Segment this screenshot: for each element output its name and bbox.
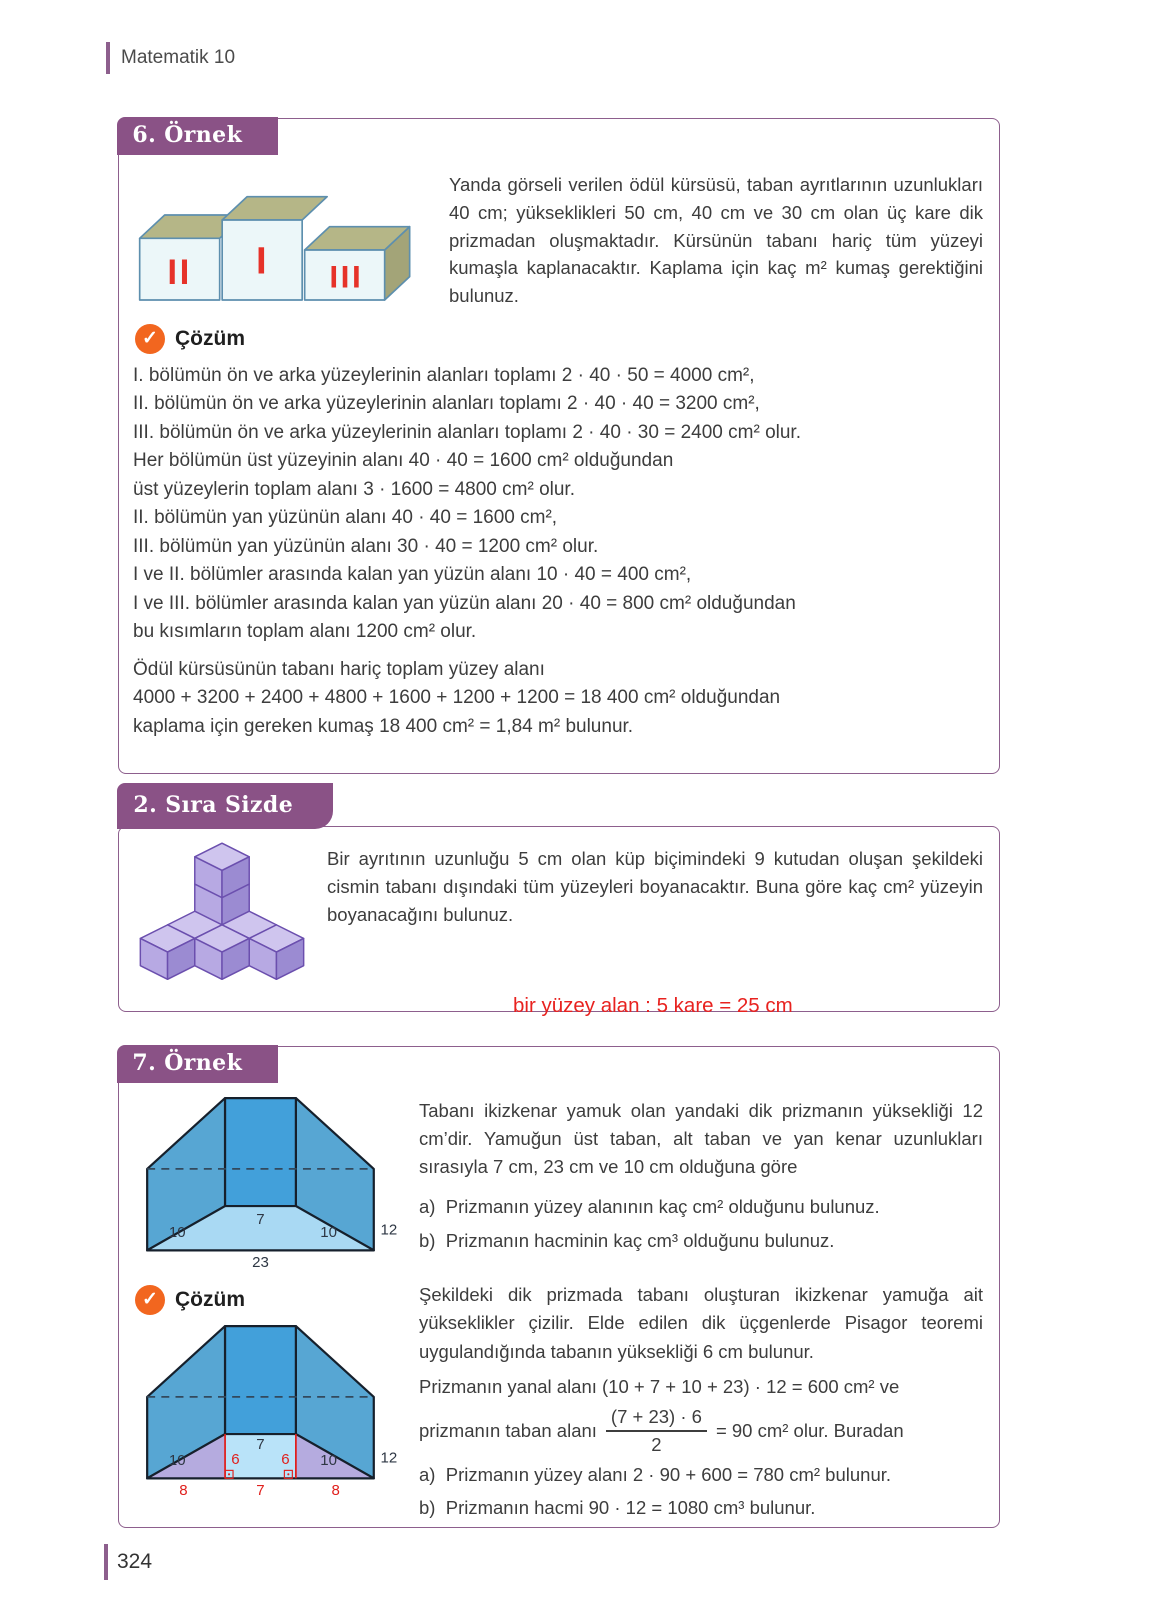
podium-numeral-3: III [329, 258, 364, 295]
header-accent-bar [106, 42, 110, 74]
base-area-suffix: = 90 cm² olur. Buradan [715, 1420, 904, 1442]
sira-sizde-problem: Bir ayrıtının uzunluğu 5 cm olan küp biçimindeki 9 kutudan oluşan şekildeki cismin tabanı dışındaki tüm yüzeyleri boyanacaktır. Buna göre kaç cm² yüzeyin boyanacağını bulunuz. [327, 848, 983, 925]
example7-items [419, 1190, 983, 1257]
label-depth: 12 [380, 1221, 398, 1239]
book-title: Matematik 10 [121, 47, 236, 68]
fraction [606, 1406, 707, 1456]
example7-solution-row [133, 1281, 983, 1524]
example7-solution-figure-col [133, 1281, 403, 1524]
solution-line: III. bölümün ön ve arka yüzeylerinin alanları toplamı 2 · 40 · 30 = 2400 cm² olur. [133, 421, 801, 443]
solution-line: III. bölümün yan yüzünün alanı 30 · 40 = 1200 cm² olur. [133, 535, 599, 557]
page-number: 324 [117, 1550, 153, 1573]
podium-svg [133, 165, 433, 307]
prism-figure [133, 1091, 403, 1275]
example7-solution-heading [135, 1285, 403, 1315]
page-header [106, 42, 235, 74]
podium-figure [133, 165, 433, 312]
example7-banner: 7. Örnek [117, 1045, 278, 1083]
podium-numeral-2: II [167, 253, 192, 293]
base-area-prefix: prizmanın taban alanı [419, 1420, 597, 1442]
lateral-area-line: Prizmanın yanal alanı (10 + 7 + 10 + 23) · 12 = 600 cm² ve [419, 1375, 900, 1397]
solution-line: I. bölümün ön ve arka yüzeylerinin alanları toplamı 2 · 40 · 50 = 4000 cm², [133, 364, 755, 386]
label-leg-right: 10 [320, 1224, 338, 1242]
label-seg-mid: 7 [256, 1481, 265, 1498]
label-bottom-base: 23 [252, 1254, 269, 1270]
solution-label: Çözüm [175, 1287, 245, 1311]
label-seg-right: 8 [331, 1481, 340, 1498]
item-a: a) Prizmanın yüzey alanının kaç cm² olduğunu bulunuz. [419, 1196, 880, 1218]
sira-sizde-panel [118, 792, 1000, 1017]
base-area-line [419, 1406, 983, 1456]
label-seg-left: 8 [179, 1481, 188, 1498]
solution-line: II. bölümün yan yüzünün alanı 40 · 40 = 1600 cm², [133, 507, 558, 529]
cubes-svg [133, 839, 311, 996]
check-icon: ✓ [135, 324, 165, 354]
solution-item-a: a) Prizmanın yüzey alanı 2 · 90 + 600 = 780 cm² bulunur. [419, 1464, 892, 1486]
solution-line: Ödül kürsüsünün tabanı hariç toplam yüzey alanı [133, 658, 545, 680]
example6-solution-lines [133, 362, 983, 742]
podium-numeral-1: I [256, 239, 269, 283]
label-leg-left: 10 [168, 1451, 186, 1469]
example7-text-col [419, 1091, 983, 1275]
label-leg-right: 10 [320, 1451, 338, 1469]
solution-line: I ve II. bölümler arasında kalan yan yüzün alanı 10 · 40 = 400 cm², [133, 564, 692, 586]
page-footer [104, 1544, 152, 1580]
example7-problem: Tabanı ikizkenar yamuk olan yandaki dik prizmanın yüksekliği 12 cm’dir. Yamuğun üst taban, alt taban ve yan kenar uzunlukları sırasıyla 7 cm, 23 cm ve 10 cm olduğuna göre [419, 1100, 983, 1177]
solution-item-b: b) Prizmanın hacmi 90 · 12 = 1080 cm³ bulunur. [419, 1496, 816, 1518]
example6-problem-row [133, 165, 983, 312]
example6-problem-text: Yanda görseli verilen ödül kürsüsü, taban ayrıtlarının uzunlukları 40 cm; yükseklikleri 50 cm, 40 cm ve 30 cm olan üç kare dik prizmadan oluşmaktadır. Kürsünün tabanı hariç tüm yüzeyi kumaşla kaplanacaktır. Kaplama için kaç m² kumaş gerektiğini bulunuz. [449, 174, 983, 306]
check-icon: ✓ [135, 1285, 165, 1315]
label-height-right: 6 [281, 1450, 290, 1468]
example6-solution-heading [135, 324, 983, 354]
prism-solution-svg [133, 1319, 403, 1498]
solution-line: I ve III. bölümler arasında kalan yan yüzün alanı 20 · 40 = 800 cm² olduğundan [133, 592, 796, 614]
prism-svg [133, 1091, 403, 1270]
example6-banner: 6. Örnek [117, 117, 278, 155]
example6-panel [118, 118, 1000, 774]
label-height-left: 6 [231, 1450, 240, 1468]
footer-accent-bar [104, 1544, 108, 1580]
solution-line: 4000 + 3200 + 2400 + 4800 + 1600 + 1200 + 1200 = 18 400 cm² olduğundan [133, 687, 781, 709]
example7-solution-text-col [419, 1281, 983, 1524]
solution-line: kaplama için gereken kumaş 18 400 cm² = 1,84 m² bulunur. [133, 715, 634, 737]
example7-panel [118, 1046, 1000, 1528]
label-top-base: 7 [256, 1435, 265, 1453]
fraction-denominator: 2 [651, 1434, 662, 1456]
sira-sizde-banner: 2. Sıra Sizde [117, 783, 333, 829]
note-line-1: bir yüzey alan : 5 kare = 25 cm [513, 993, 793, 1017]
label-top-base: 7 [256, 1210, 265, 1228]
item-b: b) Prizmanın hacminin kaç cm³ olduğunu bulunuz. [419, 1229, 835, 1251]
example7-solution-para: Şekildeki dik prizmada tabanı oluşturan ikizkenar yamuğa ait yükseklikler çizilir. Elde edilen dik üçgenlerde Pisagor teoremi uygulandığında tabanın yüksekliği 6 cm bulunur. [419, 1283, 983, 1363]
fraction-numerator: (7 + 23) · 6 [606, 1406, 707, 1432]
solution-line: bu kısımların toplam alanı 1200 cm² olur. [133, 621, 477, 643]
solution-label: Çözüm [175, 326, 245, 350]
label-leg-left: 10 [168, 1224, 186, 1242]
solution-line: Her bölümün üst yüzeyinin alanı 40 · 40 = 1600 cm² olduğundan [133, 450, 674, 472]
solution-line: üst yüzeylerin toplam alanı 3 · 1600 = 4800 cm² olur. [133, 478, 575, 500]
solution-line: II. bölümün ön ve arka yüzeylerinin alanları toplamı 2 · 40 · 40 = 3200 cm², [133, 393, 760, 415]
label-depth: 12 [380, 1449, 398, 1467]
page-content [118, 118, 1000, 1528]
example7-problem-row [133, 1091, 983, 1275]
